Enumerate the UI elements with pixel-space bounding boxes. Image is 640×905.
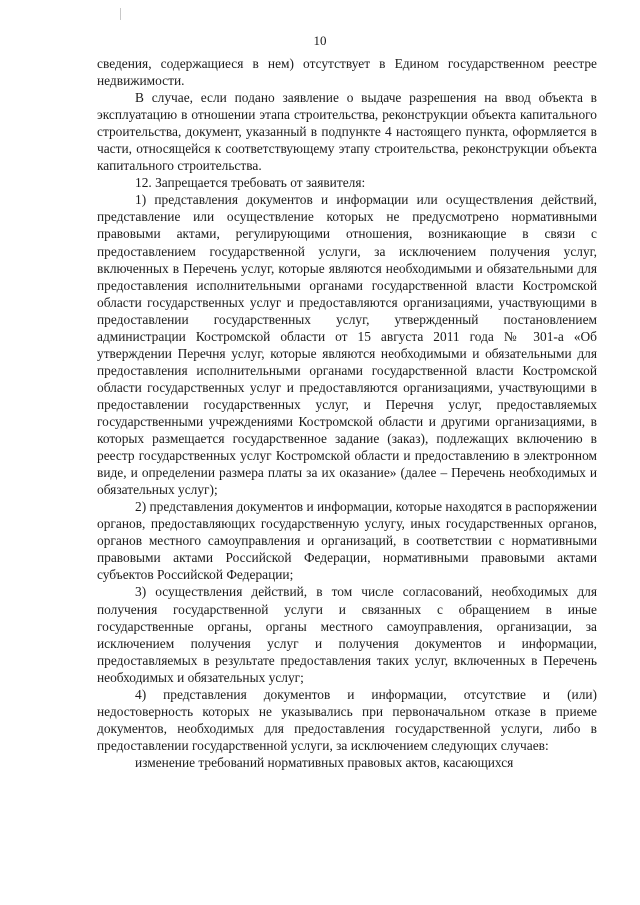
paragraph: 3) осуществления действий, в том числе согласований, необходимых для получения государственной услуги и связанных с обращением в иные государственные органы, органы местного самоуправления, организации, за исключением получения услуг и получения документов и информации, предоставляемых в результате предоставления таких услуг, включенных в Перечень необходимых и обязательных услуг; <box>97 584 597 685</box>
paragraph: сведения, содержащиеся в нем) отсутствует в Едином государственном реестре недвижимости. <box>97 56 597 89</box>
paragraph: В случае, если подано заявление о выдаче разрешения на ввод объекта в эксплуатацию в отношении этапа строительства, реконструкции объекта капитального строительства, документ, указанный в подпункте 4 настоящего пункта, оформляется в части, относящейся к соответствующему этапу строительства, реконструкции объекта капитального строительства. <box>97 90 597 174</box>
paragraph: 12. Запрещается требовать от заявителя: <box>135 175 366 191</box>
paragraph: изменение требований нормативных правовых актов, касающихся <box>135 754 514 770</box>
margin-mark <box>120 8 121 20</box>
paragraph: 1) представления документов и информации или осуществления действий, представление или осуществление которых не предусмотрено нормативными правовыми актами, регулирующими отношения, возникающие в связи с предоставлением государственной услуги, за исключением получения услуг, включенных в Перечень услуг, которые являются необходимыми и обязательными для предоставления исполнительными органами государственной власти Костромской области государственных услуг и предоставляются организациями, участвующими в предоставлении государственных услуг, утвержденный постановлением администрации Костромской области от 15 августа 2011 года № 301-а «Об утверждении Перечня услуг, которые являются необходимыми и обязательными для предоставления исполнительными органами государственной власти Костромской области государственных услуг и предоставляются организациями, участвующими в предоставлении государственных услуг, и Перечня услуг, предоставляемых государственными учреждениями Костромской области и другими организациями, в которых размещается государственное задание (заказ), подлежащих включению в реестр государственных услуг Костромской области и предоставлению в электронном виде, и определении размера платы за их оказание» (далее – Перечень необходимых и обязательных услуг); <box>97 192 597 498</box>
document-body <box>97 55 597 771</box>
page-number: 10 <box>313 33 327 48</box>
paragraph: 4) представления документов и информации, отсутствие и (или) недостоверность которых не указывались при первоначальном отказе в приеме документов, необходимых для предоставления государственной услуги, либо в предоставлении государственной услуги, за исключением следующих случаев: <box>97 686 597 753</box>
paragraph: 2) представления документов и информации, которые находятся в распоряжении органов, предоставляющих государственную услугу, иных государственных органов, органов местного самоуправления и организаций, в соответствии с нормативными правовыми актами Российской Федерации, нормативными правовыми актами субъектов Российской Федерации; <box>97 499 597 583</box>
